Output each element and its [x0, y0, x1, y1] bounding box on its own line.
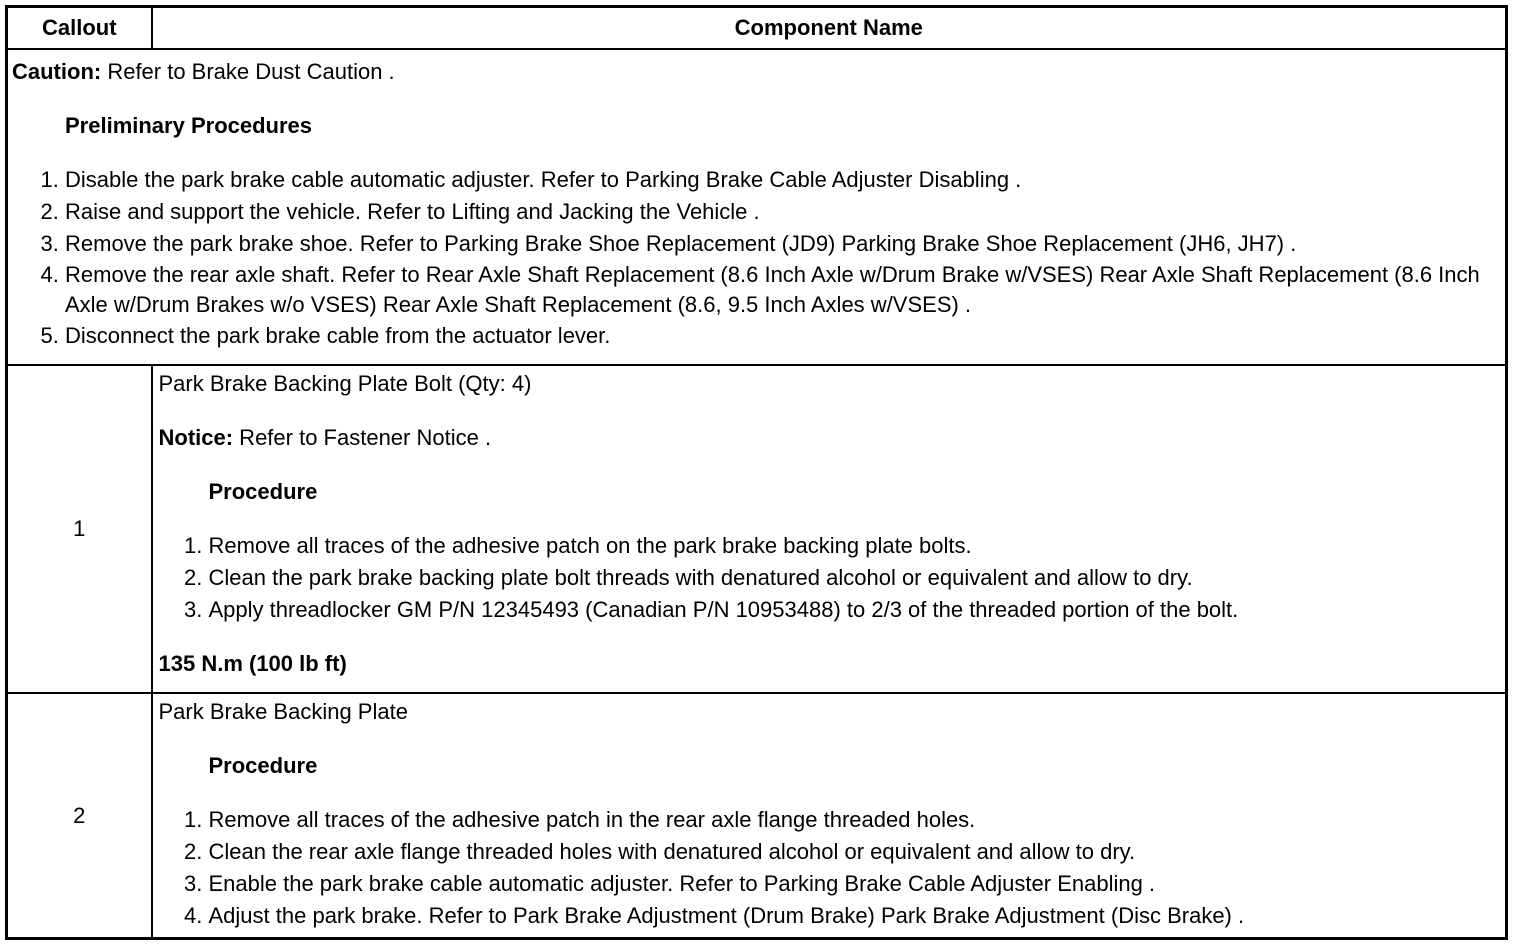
procedure-table: [5, 5, 1508, 940]
list-item: 1. Disable the park brake cable automatic adjuster. Refer to Parking Brake Cable Adjuster Disabling .: [65, 164, 1505, 196]
table-row: [7, 693, 1507, 939]
preliminary-heading: Preliminary Procedures: [65, 113, 313, 138]
list-item: 1. Remove all traces of the adhesive patch on the park brake backing plate bolts.: [209, 530, 1500, 562]
intro-row: [7, 49, 1507, 365]
caution-text: Refer to Brake Dust Caution .: [101, 59, 395, 84]
list-item: 2. Clean the park brake backing plate bolt threads with denatured alcohol or equivalent and allow to dry.: [209, 562, 1500, 594]
header-row: [7, 7, 1507, 50]
notice-line: [159, 422, 1500, 454]
list-item: 4. Adjust the park brake. Refer to Park Brake Adjustment (Drum Brake) Park Brake Adjustment (Disc Brake) .: [209, 900, 1500, 932]
list-item: 4. Remove the rear axle shaft. Refer to Rear Axle Shaft Replacement (8.6 Inch Axle w/Drum Brake w/VSES) Rear Axle Shaft Replacement (8.6 Inch Axle w/Drum Brakes w/o VSES) Rear Axle Shaft Replacement (8.6, 9.5 Inch Axles w/VSES) .: [65, 260, 1505, 320]
list-item: 2. Raise and support the vehicle. Refer to Lifting and Jacking the Vehicle .: [65, 196, 1505, 228]
callout-number: 2: [7, 693, 152, 939]
notice-text: Refer to Fastener Notice .: [233, 425, 492, 450]
torque-spec: 135 N.m (100 lb ft): [158, 651, 347, 676]
list-item: 3. Apply threadlocker GM P/N 12345493 (Canadian P/N 10953488) to 2/3 of the threaded portion of the bolt.: [209, 594, 1500, 626]
preliminary-steps: [12, 164, 1505, 352]
component-cell: [152, 693, 1507, 939]
list-item: 3. Remove the park brake shoe. Refer to Parking Brake Shoe Replacement (JD9) Parking Brake Shoe Replacement (JH6, JH7) .: [65, 228, 1505, 260]
list-item: 5. Disconnect the park brake cable from the actuator lever.: [65, 320, 1505, 352]
component-name: Park Brake Backing Plate: [158, 699, 408, 724]
caution-label: Caution:: [12, 59, 102, 84]
intro-cell: [7, 49, 1507, 365]
callout-number: 1: [7, 365, 152, 693]
component-cell: [152, 365, 1507, 693]
procedure-heading: Procedure: [208, 479, 318, 504]
component-name: Park Brake Backing Plate Bolt (Qty: 4): [158, 371, 532, 396]
procedure-heading: Procedure: [208, 753, 318, 778]
procedure-steps: [159, 804, 1500, 932]
caution-line: [12, 56, 1505, 88]
callout-header: Callout: [7, 7, 152, 50]
notice-label: Notice:: [158, 425, 234, 450]
table-row: [7, 365, 1507, 693]
procedure-steps: [159, 530, 1500, 626]
component-name-header: Component Name: [152, 7, 1507, 50]
list-item: 2. Clean the rear axle flange threaded holes with denatured alcohol or equivalent and allow to dry.: [209, 836, 1500, 868]
list-item: 1. Remove all traces of the adhesive patch in the rear axle flange threaded holes.: [209, 804, 1500, 836]
list-item: 3. Enable the park brake cable automatic adjuster. Refer to Parking Brake Cable Adjuster Enabling .: [209, 868, 1500, 900]
